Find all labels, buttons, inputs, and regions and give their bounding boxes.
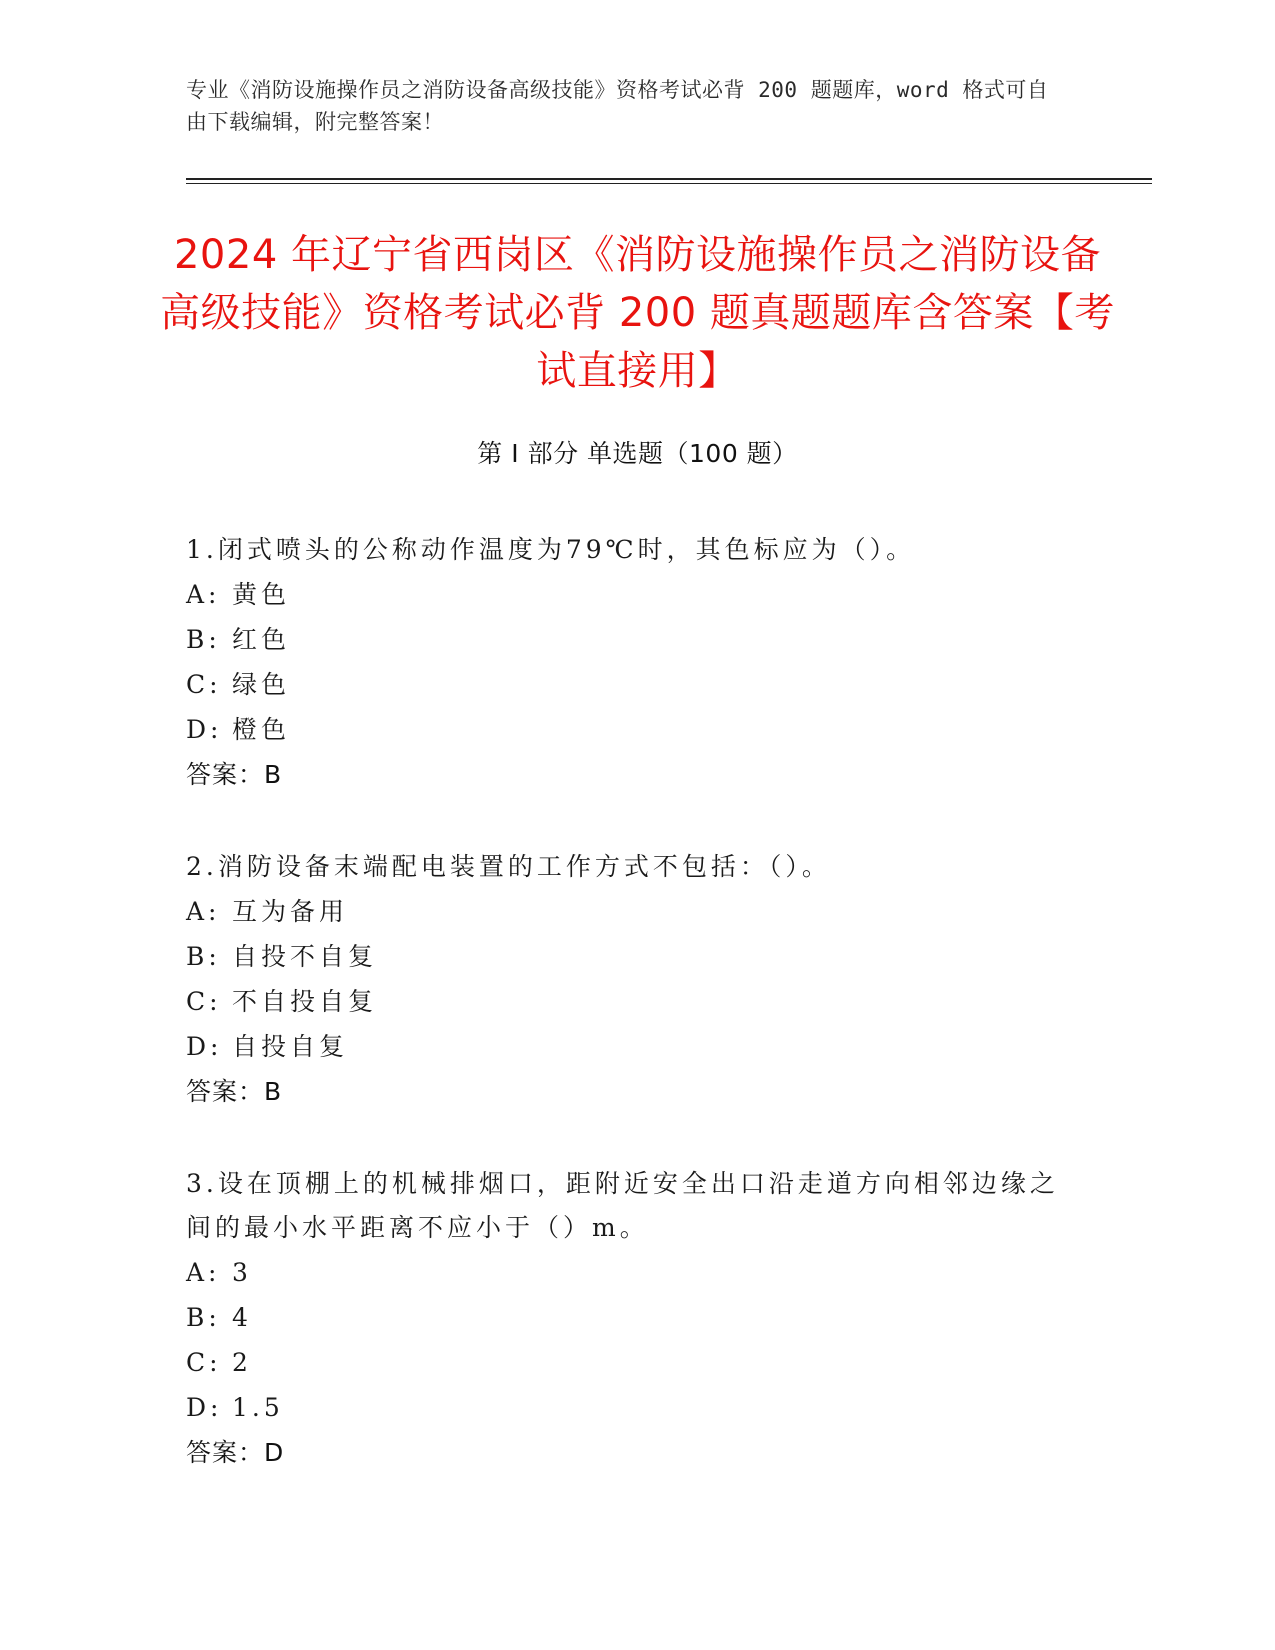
option-letter: B: — [186, 1303, 221, 1332]
option-text: 自投不自复 — [232, 942, 378, 971]
option-letter: B: — [186, 625, 221, 654]
question-stem: 2.消防设备末端配电装置的工作方式不包括：（）。 — [186, 852, 831, 881]
question-1 — [186, 528, 1066, 797]
option-text: 不自投自复 — [232, 987, 378, 1016]
option-letter: A: — [186, 897, 221, 926]
option-b — [186, 617, 1066, 662]
option-d — [186, 1385, 1066, 1430]
option-b — [186, 934, 1066, 979]
option-a — [186, 1250, 1066, 1295]
option-text: 黄色 — [232, 580, 291, 609]
option-text: 绿色 — [232, 670, 291, 699]
option-b — [186, 1295, 1066, 1340]
question-2 — [186, 845, 1066, 1114]
option-letter: A: — [186, 580, 221, 609]
section-heading: 第 I 部分 单选题（100 题） — [477, 439, 798, 468]
option-letter: D: — [186, 715, 223, 744]
header-divider-thin — [186, 183, 1152, 184]
option-letter: A: — [186, 1258, 221, 1287]
option-letter: C: — [186, 987, 222, 1016]
answer-line: 答案：D — [186, 1438, 285, 1467]
header-divider-thick — [186, 178, 1152, 180]
option-text: 红色 — [232, 625, 291, 654]
document-title: 2024 年辽宁省西岗区《消防设施操作员之消防设备高级技能》资格考试必背 200 题真题题库含答案【考试直接用】 — [160, 232, 1115, 394]
option-text: 自投自复 — [232, 1032, 349, 1061]
answer-line: 答案：B — [186, 760, 283, 789]
option-letter: B: — [186, 942, 221, 971]
header-note: 专业《消防设施操作员之消防设备高级技能》资格考试必背 200 题题库，word 格式可自由下载编辑，附完整答案！ — [186, 78, 1049, 134]
option-d — [186, 1024, 1066, 1069]
option-c — [186, 979, 1066, 1024]
answer-line: 答案：B — [186, 1077, 283, 1106]
option-text: 橙色 — [232, 715, 291, 744]
option-a — [186, 572, 1066, 617]
question-stem: 1.闭式喷头的公称动作温度为79℃时，其色标应为（）。 — [186, 535, 916, 564]
option-letter: D: — [186, 1032, 223, 1061]
option-letter: C: — [186, 1348, 222, 1377]
option-text: 3 — [232, 1258, 252, 1287]
option-letter: D: — [186, 1393, 223, 1422]
option-text: 2 — [232, 1348, 252, 1377]
option-c — [186, 1340, 1066, 1385]
question-3 — [186, 1162, 1066, 1475]
question-list — [186, 528, 1066, 1523]
option-text: 4 — [232, 1303, 252, 1332]
option-c — [186, 662, 1066, 707]
question-stem: 3.设在顶棚上的机械排烟口，距附近安全出口沿走道方向相邻边缘之间的最小水平距离不应小于（）m。 — [186, 1169, 1059, 1242]
option-text: 互为备用 — [232, 897, 349, 926]
option-letter: C: — [186, 670, 222, 699]
option-d — [186, 707, 1066, 752]
option-text: 1.5 — [232, 1393, 284, 1422]
option-a — [186, 889, 1066, 934]
